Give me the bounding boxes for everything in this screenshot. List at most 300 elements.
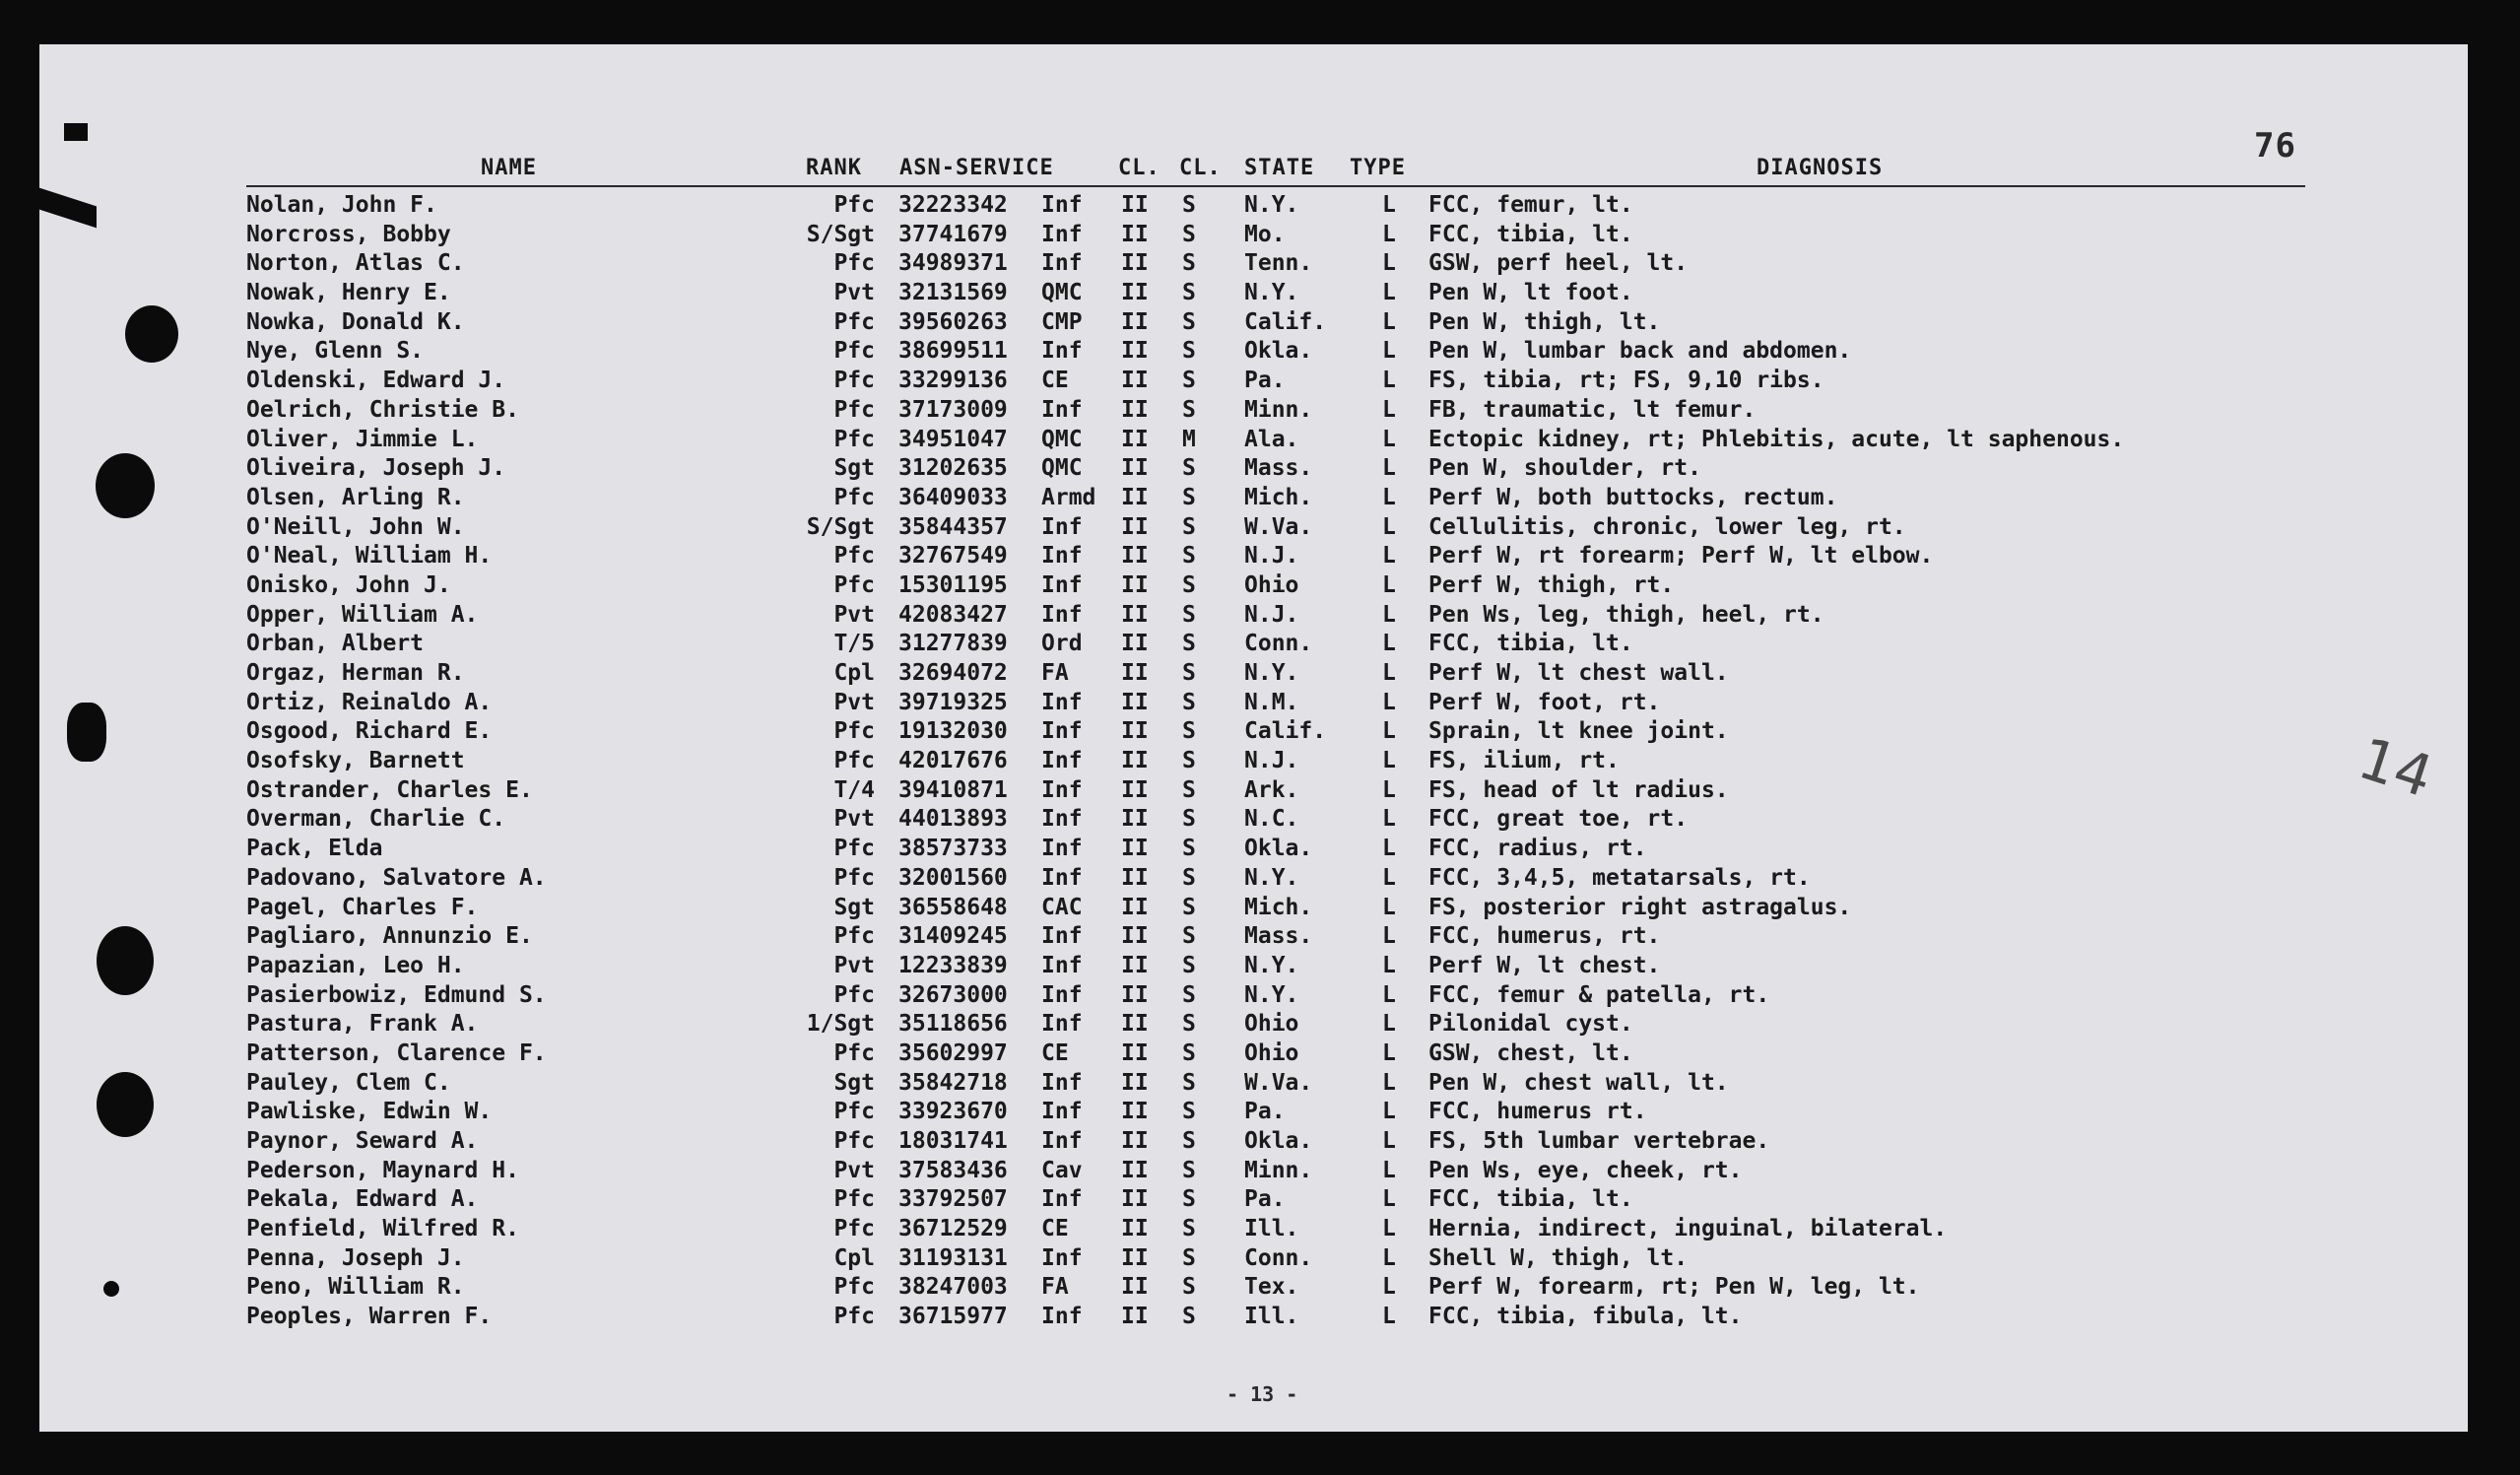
cell-diagnosis: FS, tibia, rt; FS, 9,10 ribs. bbox=[1428, 368, 1824, 394]
table-row bbox=[39, 980, 2468, 1010]
cell-state: Tex. bbox=[1244, 1274, 1299, 1301]
cell-rank: Cpl bbox=[833, 660, 875, 686]
cell-diagnosis: FCC, great toe, rt. bbox=[1428, 806, 1689, 833]
cell-class-2: S bbox=[1182, 806, 1196, 833]
cell-class-2: S bbox=[1182, 660, 1196, 686]
cell-asn: 36558648 bbox=[898, 894, 1008, 920]
cell-rank: Pfc bbox=[833, 543, 875, 570]
table-row bbox=[39, 1272, 2468, 1302]
cell-state: Mich. bbox=[1244, 894, 1313, 920]
table-row bbox=[39, 278, 2468, 307]
cell-class-2: S bbox=[1182, 308, 1196, 335]
cell-class: II bbox=[1121, 1011, 1149, 1038]
cell-class: II bbox=[1121, 748, 1149, 774]
cell-service: CE bbox=[1041, 1039, 1069, 1066]
edge-mark bbox=[64, 123, 88, 141]
cell-diagnosis: FCC, tibia, fibula, lt. bbox=[1428, 1304, 1743, 1330]
cell-asn: 31277839 bbox=[898, 631, 1008, 657]
cell-name: Pagliaro, Annunzio E. bbox=[246, 923, 533, 950]
cell-type: L bbox=[1382, 718, 1396, 745]
cell-rank: Pvt bbox=[833, 280, 875, 306]
cell-class: II bbox=[1121, 368, 1149, 394]
cell-class-2: S bbox=[1182, 689, 1196, 715]
cell-type: L bbox=[1382, 1157, 1396, 1183]
cell-asn: 37173009 bbox=[898, 396, 1008, 423]
cell-type: L bbox=[1382, 484, 1396, 510]
cell-class: II bbox=[1121, 601, 1149, 628]
table-row bbox=[39, 1302, 2468, 1331]
cell-name: Pauley, Clem C. bbox=[246, 1069, 451, 1096]
cell-name: Nowak, Henry E. bbox=[246, 280, 451, 306]
page-footer: - 13 - bbox=[1227, 1382, 1298, 1406]
cell-class: II bbox=[1121, 718, 1149, 745]
cell-service: Inf bbox=[1041, 952, 1083, 978]
cell-name: Osofsky, Barnett bbox=[246, 748, 465, 774]
cell-type: L bbox=[1382, 1216, 1396, 1242]
header-asn-service: ASN-SERVICE bbox=[899, 156, 1054, 180]
cell-class: II bbox=[1121, 689, 1149, 715]
cell-diagnosis: FCC, humerus, rt. bbox=[1428, 923, 1661, 950]
cell-class: II bbox=[1121, 308, 1149, 335]
table-row bbox=[39, 541, 2468, 570]
cell-name: Pekala, Edward A. bbox=[246, 1186, 479, 1213]
table-row bbox=[39, 483, 2468, 512]
cell-rank: Pfc bbox=[833, 308, 875, 335]
table-row bbox=[39, 512, 2468, 542]
document-page bbox=[39, 44, 2468, 1432]
cell-diagnosis: Ectopic kidney, rt; Phlebitis, acute, lt saphenous. bbox=[1428, 426, 2125, 452]
table-row bbox=[39, 220, 2468, 249]
cell-rank: Pvt bbox=[833, 689, 875, 715]
cell-service: Inf bbox=[1041, 718, 1083, 745]
cell-state: W.Va. bbox=[1244, 1069, 1313, 1096]
cell-asn: 37583436 bbox=[898, 1157, 1008, 1183]
cell-name: Ortiz, Reinaldo A. bbox=[246, 689, 493, 715]
cell-type: L bbox=[1382, 776, 1396, 803]
cell-class: II bbox=[1121, 571, 1149, 598]
header-type: TYPE bbox=[1350, 156, 1406, 180]
cell-state: N.J. bbox=[1244, 543, 1299, 570]
cell-rank: Pfc bbox=[833, 571, 875, 598]
header-cl1: CL. bbox=[1118, 156, 1161, 180]
cell-rank: S/Sgt bbox=[806, 221, 875, 247]
cell-state: Calif. bbox=[1244, 308, 1327, 335]
cell-asn: 33792507 bbox=[898, 1186, 1008, 1213]
cell-name: Oliver, Jimmie L. bbox=[246, 426, 479, 452]
cell-state: Ohio bbox=[1244, 1011, 1299, 1038]
table-row bbox=[39, 834, 2468, 863]
cell-class: II bbox=[1121, 1069, 1149, 1096]
cell-service: FA bbox=[1041, 1274, 1069, 1301]
cell-asn: 32001560 bbox=[898, 864, 1008, 891]
cell-diagnosis: FS, posterior right astragalus. bbox=[1428, 894, 1852, 920]
table-row bbox=[39, 570, 2468, 600]
cell-class: II bbox=[1121, 836, 1149, 862]
cell-type: L bbox=[1382, 338, 1396, 365]
cell-rank: Pfc bbox=[833, 396, 875, 423]
cell-diagnosis: FCC, tibia, lt. bbox=[1428, 631, 1633, 657]
cell-class: II bbox=[1121, 1099, 1149, 1125]
cell-diagnosis: FCC, tibia, lt. bbox=[1428, 221, 1633, 247]
cell-class: II bbox=[1121, 1244, 1149, 1271]
cell-rank: Pfc bbox=[833, 1128, 875, 1154]
cell-state: Pa. bbox=[1244, 1186, 1286, 1213]
cell-service: QMC bbox=[1041, 280, 1083, 306]
cell-diagnosis: Sprain, lt knee joint. bbox=[1428, 718, 1729, 745]
header-diagnosis: DIAGNOSIS bbox=[1757, 156, 1884, 180]
cell-diagnosis: Pen W, thigh, lt. bbox=[1428, 308, 1661, 335]
cell-name: Onisko, John J. bbox=[246, 571, 451, 598]
cell-rank: Cpl bbox=[833, 1244, 875, 1271]
cell-state: Mass. bbox=[1244, 455, 1313, 482]
cell-rank: Pfc bbox=[833, 1274, 875, 1301]
cell-asn: 15301195 bbox=[898, 571, 1008, 598]
cell-service: Inf bbox=[1041, 1069, 1083, 1096]
cell-type: L bbox=[1382, 601, 1396, 628]
cell-state: Calif. bbox=[1244, 718, 1327, 745]
cell-state: Ark. bbox=[1244, 776, 1299, 803]
cell-state: N.Y. bbox=[1244, 981, 1299, 1008]
cell-name: Orgaz, Herman R. bbox=[246, 660, 465, 686]
cell-asn: 34989371 bbox=[898, 250, 1008, 277]
cell-state: Minn. bbox=[1244, 1157, 1313, 1183]
cell-type: L bbox=[1382, 864, 1396, 891]
cell-name: Pawliske, Edwin W. bbox=[246, 1099, 493, 1125]
cell-name: Pagel, Charles F. bbox=[246, 894, 479, 920]
cell-asn: 33923670 bbox=[898, 1099, 1008, 1125]
table-row bbox=[39, 951, 2468, 980]
cell-type: L bbox=[1382, 308, 1396, 335]
cell-state: Minn. bbox=[1244, 396, 1313, 423]
cell-asn: 34951047 bbox=[898, 426, 1008, 452]
cell-asn: 19132030 bbox=[898, 718, 1008, 745]
cell-class: II bbox=[1121, 923, 1149, 950]
cell-asn: 42083427 bbox=[898, 601, 1008, 628]
cell-class-2: S bbox=[1182, 338, 1196, 365]
cell-class: II bbox=[1121, 1157, 1149, 1183]
cell-service: CE bbox=[1041, 1216, 1069, 1242]
cell-class: II bbox=[1121, 426, 1149, 452]
cell-diagnosis: Pen W, lt foot. bbox=[1428, 280, 1633, 306]
cell-class: II bbox=[1121, 894, 1149, 920]
cell-asn: 33299136 bbox=[898, 368, 1008, 394]
cell-rank: Pfc bbox=[833, 864, 875, 891]
table-row bbox=[39, 1243, 2468, 1273]
header-state: STATE bbox=[1244, 156, 1315, 180]
cell-class-2: S bbox=[1182, 1128, 1196, 1154]
cell-service: Inf bbox=[1041, 1244, 1083, 1271]
cell-name: Papazian, Leo H. bbox=[246, 952, 465, 978]
cell-diagnosis: Perf W, foot, rt. bbox=[1428, 689, 1661, 715]
cell-type: L bbox=[1382, 280, 1396, 306]
cell-type: L bbox=[1382, 192, 1396, 218]
header-name: NAME bbox=[481, 156, 537, 180]
cell-state: N.Y. bbox=[1244, 864, 1299, 891]
cell-service: Inf bbox=[1041, 923, 1083, 950]
cell-diagnosis: FCC, femur, lt. bbox=[1428, 192, 1633, 218]
cell-name: Peno, William R. bbox=[246, 1274, 465, 1301]
cell-class-2: S bbox=[1182, 543, 1196, 570]
cell-state: N.J. bbox=[1244, 601, 1299, 628]
cell-class: II bbox=[1121, 631, 1149, 657]
margin-annotation: 14 bbox=[2351, 724, 2441, 811]
cell-diagnosis: Perf W, lt chest wall. bbox=[1428, 660, 1729, 686]
cell-type: L bbox=[1382, 221, 1396, 247]
cell-diagnosis: FB, traumatic, lt femur. bbox=[1428, 396, 1757, 423]
cell-diagnosis: FS, 5th lumbar vertebrae. bbox=[1428, 1128, 1770, 1154]
cell-diagnosis: Pen W, lumbar back and abdomen. bbox=[1428, 338, 1852, 365]
cell-diagnosis: Perf W, rt forearm; Perf W, lt elbow. bbox=[1428, 543, 1934, 570]
cell-class: II bbox=[1121, 455, 1149, 482]
table-row bbox=[39, 688, 2468, 717]
cell-diagnosis: Pen Ws, eye, cheek, rt. bbox=[1428, 1157, 1743, 1183]
cell-type: L bbox=[1382, 455, 1396, 482]
cell-class: II bbox=[1121, 1216, 1149, 1242]
cell-name: Opper, William A. bbox=[246, 601, 479, 628]
cell-type: L bbox=[1382, 368, 1396, 394]
cell-service: Inf bbox=[1041, 250, 1083, 277]
cell-name: Penna, Joseph J. bbox=[246, 1244, 465, 1271]
cell-name: Oelrich, Christie B. bbox=[246, 396, 519, 423]
table-row bbox=[39, 248, 2468, 278]
table-row bbox=[39, 453, 2468, 483]
table-row bbox=[39, 1039, 2468, 1068]
cell-diagnosis: FCC, tibia, lt. bbox=[1428, 1186, 1633, 1213]
cell-service: Inf bbox=[1041, 571, 1083, 598]
table-row bbox=[39, 600, 2468, 630]
cell-class: II bbox=[1121, 1186, 1149, 1213]
header-rank: RANK bbox=[806, 156, 862, 180]
cell-type: L bbox=[1382, 396, 1396, 423]
cell-class-2: S bbox=[1182, 1304, 1196, 1330]
cell-name: Pederson, Maynard H. bbox=[246, 1157, 519, 1183]
cell-state: Okla. bbox=[1244, 338, 1313, 365]
cell-class-2: S bbox=[1182, 894, 1196, 920]
cell-diagnosis: Pen W, shoulder, rt. bbox=[1428, 455, 1701, 482]
cell-asn: 42017676 bbox=[898, 748, 1008, 774]
cell-service: Inf bbox=[1041, 748, 1083, 774]
cell-class-2: S bbox=[1182, 718, 1196, 745]
cell-class-2: S bbox=[1182, 513, 1196, 540]
table-row bbox=[39, 1156, 2468, 1185]
cell-service: Inf bbox=[1041, 1099, 1083, 1125]
table-row bbox=[39, 716, 2468, 746]
cell-asn: 36409033 bbox=[898, 484, 1008, 510]
cell-type: L bbox=[1382, 923, 1396, 950]
cell-service: Inf bbox=[1041, 864, 1083, 891]
cell-class-2: M bbox=[1182, 426, 1196, 452]
cell-class: II bbox=[1121, 660, 1149, 686]
cell-rank: Sgt bbox=[833, 894, 875, 920]
cell-name: Orban, Albert bbox=[246, 631, 425, 657]
cell-class-2: S bbox=[1182, 455, 1196, 482]
cell-asn: 31409245 bbox=[898, 923, 1008, 950]
cell-type: L bbox=[1382, 1011, 1396, 1038]
cell-asn: 36712529 bbox=[898, 1216, 1008, 1242]
cell-class-2: S bbox=[1182, 1157, 1196, 1183]
table-row bbox=[39, 746, 2468, 775]
cell-state: Pa. bbox=[1244, 1099, 1286, 1125]
cell-class: II bbox=[1121, 250, 1149, 277]
cell-asn: 12233839 bbox=[898, 952, 1008, 978]
cell-service: Inf bbox=[1041, 338, 1083, 365]
cell-name: Peoples, Warren F. bbox=[246, 1304, 493, 1330]
cell-rank: Pvt bbox=[833, 601, 875, 628]
cell-name: Padovano, Salvatore A. bbox=[246, 864, 547, 891]
cell-state: N.Y. bbox=[1244, 952, 1299, 978]
cell-type: L bbox=[1382, 981, 1396, 1008]
cell-service: Inf bbox=[1041, 221, 1083, 247]
cell-class-2: S bbox=[1182, 1099, 1196, 1125]
header-cl2: CL. bbox=[1179, 156, 1222, 180]
cell-state: Conn. bbox=[1244, 631, 1313, 657]
cell-class-2: S bbox=[1182, 776, 1196, 803]
cell-diagnosis: GSW, perf heel, lt. bbox=[1428, 250, 1689, 277]
cell-asn: 44013893 bbox=[898, 806, 1008, 833]
cell-diagnosis: Cellulitis, chronic, lower leg, rt. bbox=[1428, 513, 1906, 540]
cell-rank: Pfc bbox=[833, 981, 875, 1008]
cell-rank: S/Sgt bbox=[806, 513, 875, 540]
cell-class: II bbox=[1121, 192, 1149, 218]
cell-class: II bbox=[1121, 1304, 1149, 1330]
cell-service: Inf bbox=[1041, 1128, 1083, 1154]
cell-type: L bbox=[1382, 1186, 1396, 1213]
cell-state: Pa. bbox=[1244, 368, 1286, 394]
cell-type: L bbox=[1382, 631, 1396, 657]
table-row bbox=[39, 425, 2468, 454]
table-row bbox=[39, 863, 2468, 893]
cell-state: Ohio bbox=[1244, 571, 1299, 598]
cell-name: Pastura, Frank A. bbox=[246, 1011, 479, 1038]
table-row bbox=[39, 921, 2468, 951]
cell-diagnosis: FCC, femur & patella, rt. bbox=[1428, 981, 1770, 1008]
cell-rank: Pfc bbox=[833, 250, 875, 277]
cell-type: L bbox=[1382, 426, 1396, 452]
cell-state: N.M. bbox=[1244, 689, 1299, 715]
cell-name: Paynor, Seward A. bbox=[246, 1128, 479, 1154]
cell-state: Ill. bbox=[1244, 1216, 1299, 1242]
cell-rank: Pfc bbox=[833, 923, 875, 950]
cell-class-2: S bbox=[1182, 836, 1196, 862]
cell-service: CE bbox=[1041, 368, 1069, 394]
cell-class-2: S bbox=[1182, 748, 1196, 774]
cell-type: L bbox=[1382, 660, 1396, 686]
cell-asn: 31202635 bbox=[898, 455, 1008, 482]
cell-rank: Pfc bbox=[833, 1216, 875, 1242]
cell-name: Patterson, Clarence F. bbox=[246, 1039, 547, 1066]
cell-class-2: S bbox=[1182, 1186, 1196, 1213]
cell-name: O'Neal, William H. bbox=[246, 543, 493, 570]
cell-asn: 36715977 bbox=[898, 1304, 1008, 1330]
cell-name: Nowka, Donald K. bbox=[246, 308, 465, 335]
header-rule bbox=[246, 185, 2305, 187]
cell-type: L bbox=[1382, 1039, 1396, 1066]
cell-rank: Pfc bbox=[833, 192, 875, 218]
cell-asn: 38247003 bbox=[898, 1274, 1008, 1301]
table-row bbox=[39, 336, 2468, 366]
cell-rank: Sgt bbox=[833, 1069, 875, 1096]
cell-type: L bbox=[1382, 748, 1396, 774]
cell-state: Ill. bbox=[1244, 1304, 1299, 1330]
cell-state: Tenn. bbox=[1244, 250, 1313, 277]
cell-asn: 39410871 bbox=[898, 776, 1008, 803]
cell-type: L bbox=[1382, 1128, 1396, 1154]
table-row bbox=[39, 366, 2468, 395]
cell-type: L bbox=[1382, 1099, 1396, 1125]
cell-diagnosis: FCC, humerus rt. bbox=[1428, 1099, 1647, 1125]
cell-service: CAC bbox=[1041, 894, 1083, 920]
cell-class-2: S bbox=[1182, 368, 1196, 394]
cell-name: Ostrander, Charles E. bbox=[246, 776, 533, 803]
cell-service: Inf bbox=[1041, 396, 1083, 423]
cell-asn: 18031741 bbox=[898, 1128, 1008, 1154]
cell-name: Olsen, Arling R. bbox=[246, 484, 465, 510]
cell-service: Inf bbox=[1041, 836, 1083, 862]
cell-service: Inf bbox=[1041, 513, 1083, 540]
cell-asn: 39719325 bbox=[898, 689, 1008, 715]
cell-service: Inf bbox=[1041, 806, 1083, 833]
cell-class-2: S bbox=[1182, 864, 1196, 891]
cell-type: L bbox=[1382, 543, 1396, 570]
cell-diagnosis: Perf W, both buttocks, rectum. bbox=[1428, 484, 1838, 510]
cell-class: II bbox=[1121, 221, 1149, 247]
cell-state: N.C. bbox=[1244, 806, 1299, 833]
cell-diagnosis: FS, ilium, rt. bbox=[1428, 748, 1620, 774]
cell-class: II bbox=[1121, 513, 1149, 540]
cell-state: Okla. bbox=[1244, 1128, 1313, 1154]
cell-rank: Sgt bbox=[833, 455, 875, 482]
table-row bbox=[39, 804, 2468, 834]
cell-rank: Pfc bbox=[833, 1186, 875, 1213]
cell-asn: 35602997 bbox=[898, 1039, 1008, 1066]
cell-diagnosis: Perf W, forearm, rt; Pen W, leg, lt. bbox=[1428, 1274, 1920, 1301]
cell-class-2: S bbox=[1182, 396, 1196, 423]
cell-diagnosis: Pen Ws, leg, thigh, heel, rt. bbox=[1428, 601, 1824, 628]
cell-state: Ala. bbox=[1244, 426, 1299, 452]
table-row bbox=[39, 775, 2468, 805]
cell-service: Inf bbox=[1041, 601, 1083, 628]
cell-class-2: S bbox=[1182, 221, 1196, 247]
cell-rank: Pfc bbox=[833, 748, 875, 774]
cell-class-2: S bbox=[1182, 981, 1196, 1008]
cell-diagnosis: FCC, radius, rt. bbox=[1428, 836, 1647, 862]
cell-class-2: S bbox=[1182, 250, 1196, 277]
cell-service: Inf bbox=[1041, 543, 1083, 570]
cell-type: L bbox=[1382, 952, 1396, 978]
cell-diagnosis: Perf W, thigh, rt. bbox=[1428, 571, 1675, 598]
table-row bbox=[39, 1009, 2468, 1039]
cell-asn: 32131569 bbox=[898, 280, 1008, 306]
cell-rank: Pfc bbox=[833, 1099, 875, 1125]
cell-type: L bbox=[1382, 571, 1396, 598]
cell-rank: Pvt bbox=[833, 806, 875, 833]
cell-type: L bbox=[1382, 689, 1396, 715]
cell-service: Inf bbox=[1041, 1304, 1083, 1330]
cell-class: II bbox=[1121, 776, 1149, 803]
table-row bbox=[39, 629, 2468, 658]
cell-rank: Pfc bbox=[833, 1039, 875, 1066]
cell-asn: 32673000 bbox=[898, 981, 1008, 1008]
cell-class: II bbox=[1121, 338, 1149, 365]
cell-state: N.Y. bbox=[1244, 280, 1299, 306]
cell-diagnosis: FCC, 3,4,5, metatarsals, rt. bbox=[1428, 864, 1811, 891]
cell-rank: Pfc bbox=[833, 718, 875, 745]
cell-class: II bbox=[1121, 1128, 1149, 1154]
page-number: 76 bbox=[2254, 126, 2296, 166]
cell-diagnosis: Shell W, thigh, lt. bbox=[1428, 1244, 1689, 1271]
cell-service: CMP bbox=[1041, 308, 1083, 335]
cell-rank: Pfc bbox=[833, 1304, 875, 1330]
